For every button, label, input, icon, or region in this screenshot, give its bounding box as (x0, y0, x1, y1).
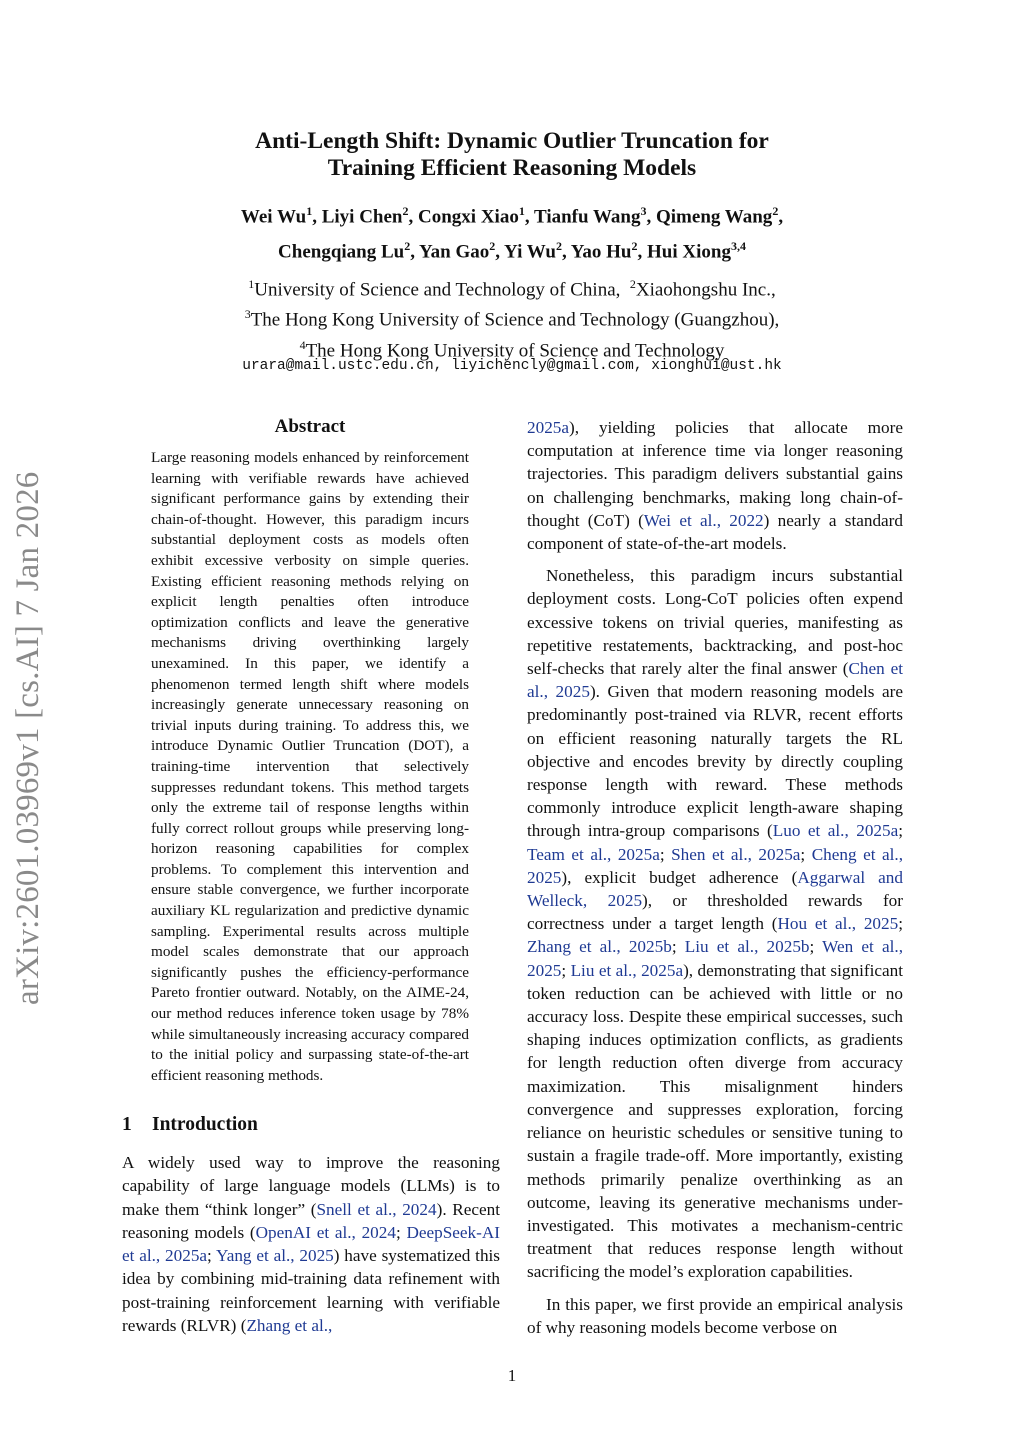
citation-link[interactable]: Liu et al., 2025a (570, 960, 684, 980)
citation-link[interactable]: Shen et al., 2025a (671, 844, 801, 864)
author-name: Qimeng Wang (656, 206, 773, 228)
body-text: In this paper, we first provide an empirical analysis of why reasoning models become verbose on (527, 1294, 903, 1337)
affiliation-marker: 1 (248, 277, 255, 291)
citation-link[interactable]: Zhang et al., (246, 1316, 333, 1336)
body-text: ). Given that modern reasoning models are predominantly post-trained via RLVR, recent efforts on efficient reasoning naturally targets the RL objective and encodes brevity by directly coupling response length with reward. These methods commonly introduce explicit length-aware shaping through intra-group comparisons ( (527, 682, 904, 841)
author-name: Hui Xiong (647, 241, 731, 263)
author-affiliation-marker: 3,4 (730, 239, 746, 253)
affiliation-4: The Hong Kong University of Science and Technology (305, 339, 725, 361)
author-separator: , (495, 241, 505, 263)
citation-link[interactable]: 2025a (527, 418, 570, 437)
author-affiliation-marker: 1 (306, 204, 313, 218)
citation-link[interactable]: OpenAI et al., 2024 (255, 1222, 396, 1242)
author-affiliation-marker: 2 (631, 239, 638, 253)
author-name: Congxi Xiao (418, 206, 519, 228)
affiliation-2: Xiaohongshu Inc., (635, 279, 776, 301)
affiliation-marker: 2 (629, 277, 636, 291)
body-text: ; (671, 937, 685, 957)
author-name: Liyi Chen (321, 206, 403, 228)
body-text: ; (207, 1246, 217, 1266)
author-separator: , (778, 206, 784, 228)
paper-title (0, 128, 1024, 182)
body-text: ), demonstrating that significant token reduction can be achieved with little or no accuracy loss. Despite these empirical successes, such shaping induces optimization conflicts, as gradients for length reduction often diverge from accuracy maximization. This misalignment hinders convergence and suppresses exploration, forcing reliance on heuristic schedules or sensitive tuning to sustain a fragile trade-off. More importantly, existing methods primarily penalize overthinking as an outcome, leaving its generative mechanisms under-investigated. This motivates a mechanism-centric treatment that reduces response length without sacrificing the model’s exploration capabilities. (527, 960, 903, 1282)
author-affiliation-marker: 2 (489, 239, 496, 253)
arxiv-identifier: arXiv:2601.03969v1 [cs.AI] 7 Jan 2026 (10, 471, 46, 1005)
author-list-line-2 (0, 239, 1024, 263)
body-text: ; (809, 937, 823, 957)
affiliation-1: University of Science and Technology of China, (254, 279, 621, 301)
abstract-heading: Abstract (274, 416, 346, 437)
body-text: ; (898, 821, 904, 841)
body-text: ). Recent reasoning models ( (122, 1199, 500, 1242)
affiliation-line-2 (0, 302, 1024, 332)
citation-link[interactable]: Chen et al., 2025 (527, 659, 903, 702)
author-separator: , (408, 206, 418, 228)
author-list-line-1 (0, 204, 1024, 228)
citation-link[interactable]: Snell et al., 2024 (316, 1199, 437, 1219)
author-name: Chengqiang Lu (278, 241, 405, 263)
author-affiliation-marker: 2 (772, 204, 779, 218)
citation-link[interactable]: DeepSeek-AI et al., 2025a (122, 1222, 500, 1266)
affiliation-3: The Hong Kong University of Science and Technology (Guangzhou), (250, 309, 780, 331)
author-separator: , (312, 206, 322, 228)
author-affiliation-marker: 1 (518, 204, 525, 218)
body-text: ; (898, 914, 903, 934)
author-separator: , (637, 241, 647, 263)
author-separator: , (646, 206, 656, 228)
title-line-2: Training Efficient Reasoning Models (327, 155, 697, 181)
body-text: ) nearly a standard component of state-of-the-art models. (527, 510, 903, 554)
body-text: ), yielding policies that allocate more computation at inference time via longer reasoning trajectories. This paradigm delivers substantial gains on challenging benchmarks, making long chain-of-thought (CoT) ( (527, 418, 903, 530)
affiliation-marker: 4 (299, 337, 306, 352)
author-separator: , (410, 241, 420, 263)
citation-link[interactable]: Aggarwal and Welleck, 2025 (527, 867, 903, 911)
body-text: A widely used way to improve the reasoning capability of large language models (LLMs) is to make them “think longer” ( (122, 1153, 500, 1219)
section-title: Introduction (152, 1114, 258, 1135)
citation-link[interactable]: Zhang et al., 2025b (527, 937, 672, 957)
body-text: ; (800, 844, 812, 864)
body-paragraph (527, 1293, 903, 1339)
body-paragraph (527, 564, 903, 1283)
body-text: ; (561, 960, 571, 980)
body-text: ), explicit budget adherence ( (561, 867, 798, 887)
author-emails: urara@mail.ustc.edu.cn, liyichencly@gmail.com, xionghui@ust.hk (242, 358, 782, 374)
author-separator: , (561, 241, 571, 263)
intro-paragraph-left (122, 1151, 500, 1337)
body-text: ; (395, 1222, 407, 1242)
author-name: Wei Wu (240, 206, 307, 228)
author-separator: , (524, 206, 534, 228)
citation-link[interactable]: Hou et al., 2025 (777, 914, 899, 934)
affiliations (0, 272, 1024, 363)
citation-link[interactable]: Yang et al., 2025 (216, 1246, 334, 1266)
author-affiliation-marker: 2 (402, 204, 409, 218)
citation-link[interactable]: Wei et al., 2022 (643, 510, 764, 530)
abstract-body: Large reasoning models enhanced by reinforcement learning with verifiable rewards have achieved significant performance gains by extending their chain-of-thought. However, this paradigm incurs substantial deployment costs as models often exhibit excessive verbosity on simple queries. Existing efficient reasoning methods relying on explicit length penalties often introduce optimization conflicts and leave the generative mechanisms driving overthinking largely unexamined. In this paper, we identify a phenomenon termed length shift where models increasingly generate unnecessary reasoning on trivial inputs during training. To address this, we introduce Dynamic Outlier Truncation (DOT), a training-time intervention that selectively suppresses redundant tokens. This method targets only the extreme tail of response lengths within fully correct rollout groups while preserving long-horizon reasoning capabilities for complex problems. To complement this intervention and ensure stable convergence, we further incorporate auxiliary KL regularization and predictive dynamic sampling. Experimental results across multiple model scales demonstrate that our approach significantly pushes the efficiency-performance Pareto frontier outward. Notably, on the AIME-24, our method reduces inference token usage by 78% while simultaneously increasing accuracy compared to the initial policy and surpassing state-of-the-art efficient reasoning methods. (151, 449, 469, 1084)
author-name: Yao Hu (570, 241, 632, 263)
affiliation-line-1 (0, 272, 1024, 302)
author-affiliation-marker: 3 (640, 204, 647, 218)
section-number: 1 (122, 1114, 132, 1135)
citation-link[interactable]: Luo et al., 2025a (772, 821, 899, 841)
right-column (527, 416, 903, 1339)
citation-link[interactable]: Wen et al., 2025 (527, 937, 903, 980)
affiliation-marker: 3 (244, 307, 251, 322)
citation-link[interactable]: Cheng et al., 2025 (527, 844, 903, 887)
author-name: Yi Wu (504, 241, 556, 263)
title-line-1: Anti-Length Shift: Dynamic Outlier Truncation for (255, 128, 769, 154)
body-text: ) have systematized this idea by combining mid-training data refinement with post-training reinforcement learning with verifiable rewards (RLVR) ( (122, 1246, 500, 1336)
author-affiliation-marker: 2 (555, 239, 562, 253)
page-number: 1 (507, 1366, 517, 1385)
citation-link[interactable]: Liu et al., 2025b (684, 937, 810, 957)
author-affiliation-marker: 2 (404, 239, 411, 253)
section-heading (122, 1114, 258, 1136)
citation-link[interactable]: Team et al., 2025a (527, 844, 660, 864)
body-text: ), or thresholded rewards for correctness under a target length ( (527, 891, 903, 934)
author-name: Yan Gao (419, 241, 490, 263)
body-paragraph (527, 416, 903, 555)
author-name: Tianfu Wang (534, 206, 641, 228)
body-text: Nonetheless, this paradigm incurs substantial deployment costs. Long-CoT policies often expend excessive tokens on trivial queries, manifesting as repetitive restatements, backtracking, and post-hoc self-checks that rarely alter the final answer ( (527, 566, 903, 679)
body-text: ; (659, 844, 672, 864)
